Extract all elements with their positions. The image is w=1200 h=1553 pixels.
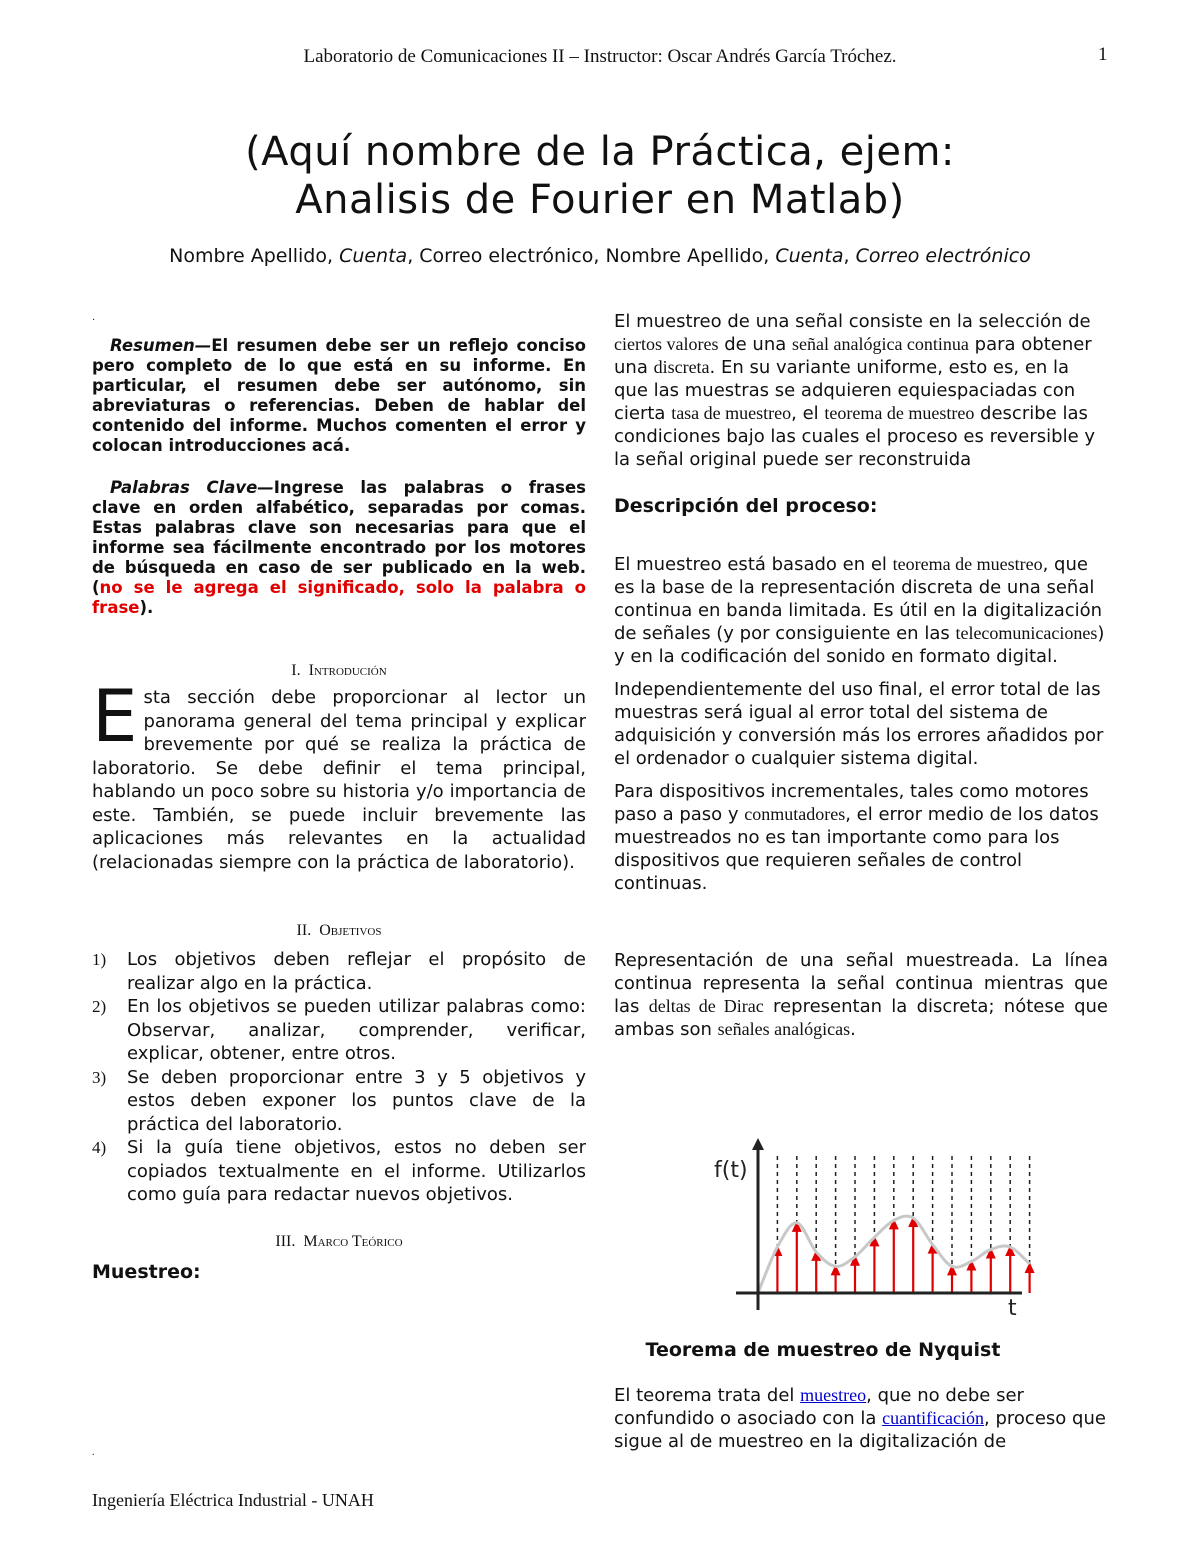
descripcion-heading: Descripción del proceso: (614, 495, 878, 517)
item-number: 2) (92, 997, 107, 1016)
section-heading-introduccion (92, 662, 586, 680)
item-text: Los objetivos deben reflejar el propósito de realizar algo en la práctica. (127, 949, 586, 994)
list-item (92, 948, 586, 995)
term: señal analógica continua (791, 334, 969, 354)
text-run: Para dispositivos incrementales, tales como motores paso a paso y (614, 781, 1089, 825)
error-paragraph: Independientemente del uso final, el error total de las muestras será igual al error total del sistema de adquisición y conversión más los errores añadidos por el ordenador o cualquier sistema digital. (614, 679, 1104, 769)
section-title: Objetivos (319, 922, 382, 939)
keywords-lead: Palabras Clave— (110, 478, 274, 497)
x-axis-label: t (1008, 1296, 1017, 1321)
y-axis-arrow (752, 1138, 764, 1150)
term: teorema de muestreo (824, 403, 975, 423)
term: deltas de Dirac (648, 996, 764, 1016)
term: telecomunicaciones (955, 623, 1098, 643)
left-dot: . (92, 312, 96, 323)
text-run: El muestreo de una señal consiste en la selección de (614, 311, 1091, 332)
footer-text: Ingeniería Eléctrica Industrial - UNAH (92, 1490, 374, 1510)
footer-dot: . (92, 1447, 95, 1458)
abstract-lead: Resumen— (110, 336, 212, 355)
author-name-1: Nombre Apellido, (169, 245, 340, 267)
text-run: Representación de una señal muestreada. La línea continua representa la señal continua mientras que las (614, 950, 1108, 1017)
item-text: En los objetivos se pueden utilizar palabras como: Observar, analizar, comprender, verificar, explicar, obtener, entre otros. (127, 996, 586, 1064)
author-sep: , (843, 245, 856, 267)
item-number: 1) (92, 950, 107, 969)
author-email-1: , Correo electrónico, Nombre Apellido, (407, 245, 776, 267)
text-run: . En su variante uniforme, esto es, en la que las muestras se adquieren equiespaciadas con cierta (614, 357, 1076, 424)
left-column (92, 312, 586, 1283)
text-run: El muestreo está basado en el (614, 554, 893, 575)
term: conmutadores (744, 804, 846, 824)
abstract-text: El resumen debe ser un reflejo conciso pero completo de lo que está en su informe. En particular, el resumen debe ser autónomo, sin abreviaturas o referencias. Deben de hablar del contenido del informe. Muchos comenten el error y colocan introducciones acá. (92, 336, 586, 455)
nyquist-heading: Teorema de muestreo de Nyquist (645, 1339, 1001, 1361)
descripcion-paragraph (614, 553, 1108, 668)
section-number: III. (275, 1232, 296, 1250)
section-title: Marco Teórico (303, 1232, 403, 1250)
term: ciertos valores (614, 334, 719, 354)
item-number: 3) (92, 1067, 107, 1087)
term: tasa de muestreo (671, 403, 792, 423)
keywords (92, 478, 586, 618)
muestreo-paragraph (614, 310, 1108, 471)
text-run: , proceso que sigue al de muestreo en la digitalización de (614, 1408, 1106, 1452)
delta-group (772, 1156, 1034, 1293)
text-run: representan la discreta; nótese que ambas son (614, 996, 1108, 1040)
authors-line (140, 244, 1060, 269)
section-heading-marco-teorico (92, 1233, 586, 1251)
muestreo-heading: Muestreo: (92, 1260, 201, 1283)
section-heading-objetivos (92, 922, 586, 940)
text-run: para obtener una (614, 334, 1092, 378)
term: señales analógicas (717, 1019, 851, 1039)
keywords-end: ). (139, 598, 154, 617)
section-number: I. (291, 662, 301, 679)
objectives-list (92, 948, 586, 1207)
item-text: Si la guía tiene objetivos, estos no deben ser copiados textualmente en el informe. Utilizarlos como guía para redactar nuevos objetivos. (127, 1137, 586, 1205)
keywords-text: Ingrese las palabras o frases clave en orden alfabético, separadas por comas. Estas palabras clave son necesarias para que el informe sea fácilmente encontrado por los motores de búsqueda en caso de ser publicado en la web. ( (92, 478, 586, 597)
link-muestreo[interactable]: muestreo (800, 1385, 867, 1405)
text-run: ) y en la codificación del sonido en formato digital. (614, 623, 1105, 667)
term: teorema de muestreo (892, 554, 1043, 574)
text-run: El teorema trata del (614, 1385, 801, 1406)
text-run: describe las condiciones bajo las cuales el proceso es reversible y la señal original puede ser reconstruida (614, 403, 1096, 470)
text-run: , el error medio de los datos muestreados no es tan importante como para los dispositivos que requieren señales de control continuas. (614, 804, 1099, 894)
page-number: 1 (1098, 44, 1108, 65)
title-line-1: (Aquí nombre de la Práctica, ejem: (245, 129, 955, 175)
author-cuenta-1: Cuenta (339, 245, 408, 267)
drop-cap: E (92, 674, 138, 758)
list-item (92, 1136, 586, 1207)
abstract (92, 336, 586, 456)
title-line-2: Analisis de Fourier en Matlab) (295, 177, 905, 223)
y-axis-label: f(t) (714, 1158, 748, 1183)
link-cuantificacion[interactable]: cuantificación (882, 1408, 985, 1428)
text-run: , que no debe ser confundido o asociado con la (614, 1385, 1024, 1429)
document-title (100, 128, 1100, 224)
section-number: II. (296, 922, 312, 939)
section-title: Introdución (308, 662, 387, 679)
item-text: Se deben proporcionar entre 3 y 5 objetivos y estos deben exponer los puntos clave de la práctica del laboratorio. (127, 1066, 586, 1135)
keywords-note: no se le agrega el significado, solo la palabra o frase (92, 578, 586, 617)
nyquist-paragraph (614, 1384, 1108, 1453)
text-run: , que es la base de la representación discreta de una señal continua en banda limitada. Es útil en la digitalización de señales (y por consiguiente en las (614, 554, 1103, 644)
sampling-figure (700, 1132, 1040, 1322)
term: discreta (653, 357, 710, 377)
text-run: . (850, 1019, 856, 1040)
author-email-2: Correo electrónico (855, 245, 1031, 267)
list-item (92, 1066, 586, 1137)
list-item (92, 995, 586, 1066)
item-number: 4) (92, 1138, 107, 1157)
incremental-paragraph (614, 780, 1108, 895)
text-run: , el (791, 403, 825, 424)
figure-description (614, 949, 1108, 1041)
right-column (614, 310, 1108, 1041)
intro-text: sta sección debe proporcionar al lector un panorama general del tema principal y explicar brevemente por qué se realiza la práctica de laboratorio. Se debe definir el tema principal, hablando un poco sobre su historia y/o importancia de este. También, se puede incluir brevemente las aplicaciones más relevantes en la actualidad (relacionadas siempre con la práctica de laboratorio). (92, 687, 586, 873)
text-run: de una (718, 334, 792, 355)
intro-paragraph (92, 674, 586, 874)
running-header: Laboratorio de Comunicaciones II – Instructor: Oscar Andrés García Tróchez. (303, 46, 897, 67)
author-cuenta-2: Cuenta (775, 245, 844, 267)
